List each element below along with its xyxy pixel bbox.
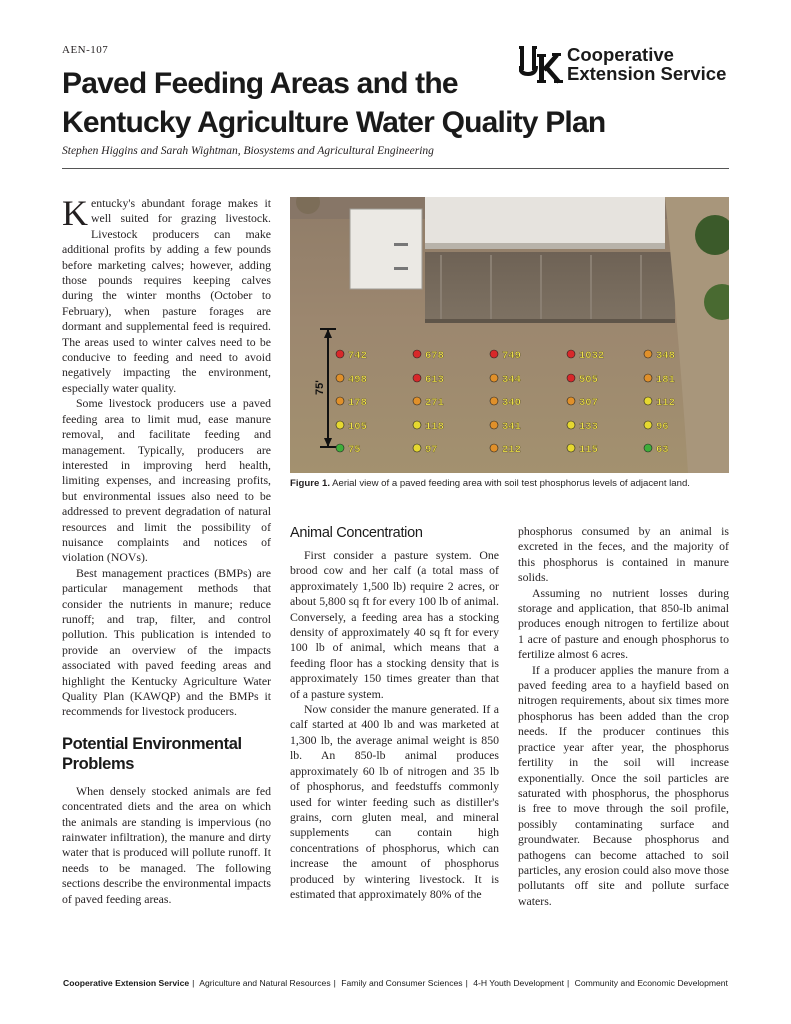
soil-test-value: 181 xyxy=(656,374,675,386)
soil-test-value: 112 xyxy=(656,397,675,409)
soil-test-value: 678 xyxy=(425,350,444,362)
soil-test-marker xyxy=(336,421,344,429)
soil-test-value: 271 xyxy=(425,397,444,409)
soil-test-marker xyxy=(490,421,498,429)
footer-item: Community and Economic Development xyxy=(574,978,728,988)
soil-test-value: 498 xyxy=(348,374,367,386)
soil-test-marker xyxy=(644,350,652,358)
footer-item: Agriculture and Natural Resources xyxy=(199,978,331,988)
barn-roof xyxy=(425,197,665,249)
soil-test-value: 613 xyxy=(425,374,444,386)
aerial-photo xyxy=(290,197,729,473)
footer: Cooperative Extension Service | Agriculture and Natural Resources | Family and Consumer Sciences | 4-H Youth Development | Community and Economic Development xyxy=(63,978,728,988)
soil-test-marker xyxy=(490,374,498,382)
storage-building xyxy=(350,209,422,289)
dimension-label: 75' xyxy=(314,380,326,395)
authors-line: Stephen Higgins and Sarah Wightman, Biosystems and Agricultural Engineering xyxy=(62,145,434,157)
paragraph: If a producer applies the manure from a paved feeding area to a hayfield based on nitrogen requirements, about six times more phosphorus has been added than the crop needs. If the producer continues this practice year after year, the phosphorus fertility in the soil will increase exponentially. Once the soil particles are saturated with phosphorus, the phosphorus is free to move through the soil profile, possibly contaminating surface and groundwater. Because phosphorus and pathogens can become attached to soil particles, any erosion could also move those pollutants off site and pollute surface waters. xyxy=(518,662,729,908)
soil-test-marker xyxy=(336,397,344,405)
soil-test-value: 97 xyxy=(425,444,438,456)
soil-test-value: 505 xyxy=(579,374,598,386)
soil-test-value: 212 xyxy=(502,444,521,456)
soil-test-marker xyxy=(413,421,421,429)
soil-test-marker xyxy=(413,374,421,382)
section-heading-environmental-problems: Potential Environmental Problems xyxy=(62,734,242,773)
soil-test-marker xyxy=(490,444,498,452)
logo-line2: Extension Service xyxy=(567,63,727,84)
soil-test-marker xyxy=(413,397,421,405)
figure-caption xyxy=(290,478,729,491)
soil-test-value: 96 xyxy=(656,421,669,433)
soil-test-value: 340 xyxy=(502,397,521,409)
soil-test-marker xyxy=(336,444,344,452)
paragraph: phosphorus consumed by an animal is excreted in the feces, and the majority of this phosphorus is contained in manure solids. xyxy=(518,524,729,585)
drop-cap: K xyxy=(62,193,88,233)
header-divider xyxy=(62,168,729,169)
page-title xyxy=(62,64,622,142)
soil-test-marker xyxy=(413,350,421,358)
title-line1: Paved Feeding Areas and the xyxy=(62,67,458,100)
section-heading-animal-concentration: Animal Concentration xyxy=(290,525,423,541)
column-1 xyxy=(62,193,271,907)
figure-label: Figure 1. xyxy=(290,478,330,489)
figure-caption-text: Aerial view of a paved feeding area with soil test phosphorus levels of adjacent land. xyxy=(332,478,690,489)
soil-test-value: 133 xyxy=(579,421,598,433)
paragraph: Some livestock producers use a paved feeding area to limit mud, ease manure removal, and facilitate feeding and management. Typically, producers are interested in improving herd health, limiting expenses, and increasing profits, but environmental issues also need to be addressed to prevent degradation of natural resources and limit the possibility of nuisance complaints and notices of violation (NOVs). xyxy=(62,396,271,565)
column-3 xyxy=(518,524,729,909)
soil-test-value: 344 xyxy=(502,374,521,386)
intro-paragraph xyxy=(62,193,271,396)
soil-test-marker xyxy=(644,444,652,452)
soil-test-marker xyxy=(567,350,575,358)
soil-test-marker xyxy=(567,444,575,452)
column-2 xyxy=(290,524,499,902)
soil-test-value: 105 xyxy=(348,421,367,433)
paragraph: Best management practices (BMPs) are particular management methods that consider the nutrients in manure; reduce runoff; and trap, filter, and control pollution. This publication is intended to provide an overview of the impacts associated with paved feeding areas and highlight the Kentucky Agriculture Water Quality Plan (KAWQP) and the BMPs it recommends for livestock producers. xyxy=(62,565,271,719)
soil-test-marker xyxy=(644,397,652,405)
soil-test-marker xyxy=(413,444,421,452)
title-line2: Kentucky Agriculture Water Quality Plan xyxy=(62,106,606,139)
soil-test-marker xyxy=(490,350,498,358)
soil-test-value: 1032 xyxy=(579,350,605,362)
paragraph: When densely stocked animals are fed concentrated diets and the area on which the animals are standing is impervious (no rainwater infiltration), the manure and dirty water that is produced will pollute runoff. It needs to be managed. The following sections describe the environmental impacts of paved feeding areas. xyxy=(62,783,271,906)
soil-test-value: 348 xyxy=(656,350,675,362)
publication-number: AEN-107 xyxy=(62,44,109,56)
soil-test-value: 307 xyxy=(579,397,598,409)
paved-feeding-area xyxy=(425,252,675,322)
soil-test-value: 115 xyxy=(579,444,598,456)
soil-test-marker xyxy=(644,374,652,382)
logo-line1: Cooperative xyxy=(567,44,674,65)
soil-test-value: 63 xyxy=(656,444,669,456)
aerial-photo-figure xyxy=(290,197,729,473)
soil-test-value: 341 xyxy=(502,421,521,433)
soil-test-value: 749 xyxy=(502,350,521,362)
soil-test-marker xyxy=(644,421,652,429)
soil-test-value: 178 xyxy=(348,397,367,409)
footer-lead: Cooperative Extension Service xyxy=(63,978,190,988)
soil-test-value: 75 xyxy=(348,444,361,456)
paragraph: Assuming no nutrient losses during storage and application, that 850-lb animal produces enough nitrogen to fertilize about 1 acre of pasture and enough phosphorus to fertilize almost 6 acres. xyxy=(518,585,729,662)
paragraph: Now consider the manure generated. If a calf started at 400 lb and was marketed at 1,300 lb, the average animal weight is 850 lb. An 850-lb animal produces approximately 60 lb of nitrogen and 35 lb of phosphorus, and feedstuffs commonly used for winter feeding such as distiller's grains, corn gluten meal, and mineral supplements can contain high concentrations of phosphorus, which can increase the amount of phosphorus produced by wintering livestock. It is estimated that approximately 80% of the xyxy=(290,702,499,901)
soil-test-marker xyxy=(567,374,575,382)
soil-test-value: 118 xyxy=(425,421,444,433)
soil-test-marker xyxy=(336,350,344,358)
footer-item: Family and Consumer Sciences xyxy=(341,978,463,988)
soil-test-marker xyxy=(336,374,344,382)
soil-test-marker xyxy=(490,397,498,405)
footer-item: 4-H Youth Development xyxy=(473,978,564,988)
paragraph: First consider a pasture system. One brood cow and her calf (a total mass of approximately 1,500 lb) require 2 acres, or about 5,800 sq ft for every 100 lb of animal. Conversely, a feeding area has a stocking density of approximately 40 sq ft for every 100 lb of animal, which means that a feeding floor has a stocking density that is approximately 150 times greater than that of a pasture system. xyxy=(290,548,499,701)
soil-test-value: 742 xyxy=(348,350,367,362)
soil-test-marker xyxy=(567,397,575,405)
intro-text: entucky's abundant forage makes it well suited for grazing livestock. Livestock producers can make additional profits by adding a few pounds before marketing calves; however, adding those pounds requires keeping calves during the winter months (October to February), when pasture forages are dormant and supplemental feed is required. The areas used to winter calves need to be conducive to feeding and need to avoid negatively impacting the environment, especially water quality. xyxy=(62,196,271,395)
soil-test-marker xyxy=(567,421,575,429)
